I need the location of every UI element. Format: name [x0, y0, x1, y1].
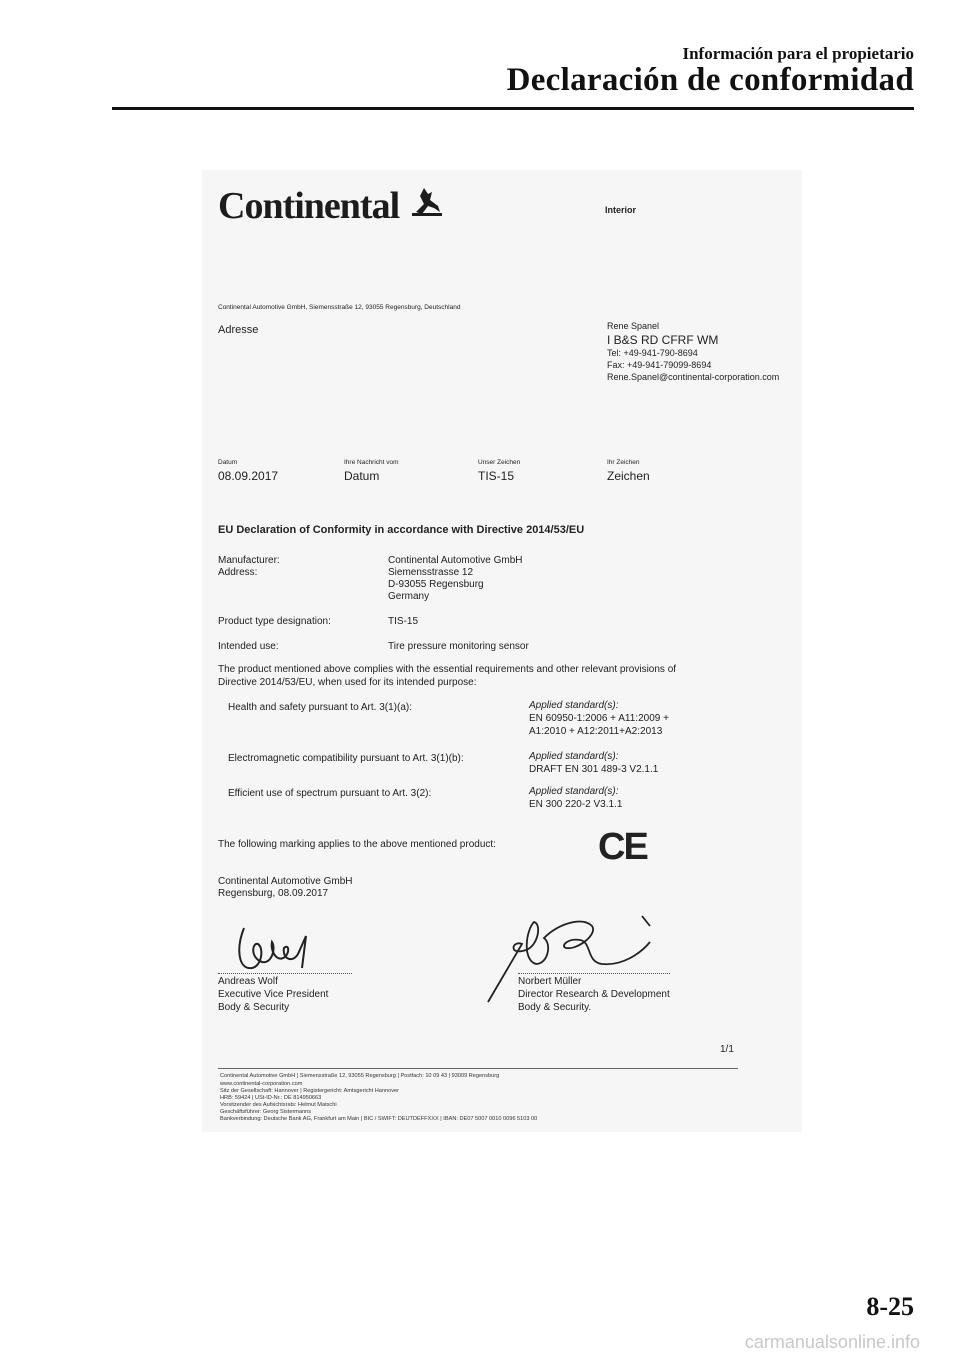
standard-topic: Efficient use of spectrum pursuant to Art. 3(2):	[228, 788, 432, 799]
ref-label: Unser Zeichen	[478, 459, 521, 466]
address-field-label: Address:	[218, 567, 258, 578]
standard-heading: Applied standard(s):	[529, 786, 619, 797]
manufacturer-line: D-93055 Regensburg	[388, 579, 484, 590]
ref-label: Ihr Zeichen	[607, 459, 640, 466]
ref-label: Ihre Nachricht vom	[344, 459, 399, 466]
section-subtitle: Información para el propietario	[682, 44, 914, 63]
footer-line: Geschäftsführer: Georg Sistermanns	[220, 1109, 312, 1115]
standard-line: A1:2010 + A12:2011+A2:2013	[529, 726, 663, 737]
standard-topic: Electromagnetic compatibility pursuant to Art. 3(1)(b):	[228, 753, 464, 764]
site-watermark: carmanualsonline.info	[744, 1332, 920, 1352]
contact-tel: Tel: +49-941-790-8694	[607, 348, 698, 358]
footer-line: www.continental-corporation.com	[220, 1081, 303, 1087]
signatory-left-line: Executive Vice President	[218, 989, 329, 1000]
standard-line: DRAFT EN 301 489-3 V2.1.1	[529, 764, 659, 775]
contact-name: Rene Spanel	[607, 321, 660, 331]
place-line: Continental Automotive GmbH	[218, 876, 353, 887]
footer-rule	[218, 1068, 738, 1069]
scanned-declaration	[202, 170, 802, 1132]
manufacturer-line: Siemensstrasse 12	[388, 567, 474, 578]
compliance-line: Directive 2014/53/EU, when used for its intended purpose:	[218, 677, 477, 688]
contact-dept: I B&S RD CFRF WM	[607, 333, 719, 347]
use-value: Tire pressure monitoring sensor	[388, 641, 529, 652]
manufacturer-line: Continental Automotive GmbH	[388, 555, 523, 566]
signature-line-left	[218, 973, 352, 974]
signature-line-right	[518, 973, 670, 974]
header-rule	[112, 107, 914, 110]
footer-line: Vorsitzender des Aufsichtsrats: Helmut Matschi	[220, 1102, 337, 1108]
product-value: TIS-15	[388, 616, 419, 627]
division-label: Interior	[605, 205, 637, 215]
page-title: Declaración de conformidad	[506, 62, 914, 98]
contact-email: Rene.Spanel@continental-corporation.com	[607, 372, 780, 382]
ref-value: 08.09.2017	[218, 469, 279, 483]
signatory-left-line: Body & Security	[218, 1002, 290, 1013]
footer-line: Continental Automotive GmbH | Siemensstraße 12, 93055 Regensburg | Postfach: 10 09 43 | 93009 Regensburg	[220, 1073, 500, 1079]
product-label: Product type designation:	[218, 616, 331, 627]
place-line: Regensburg, 08.09.2017	[218, 888, 329, 899]
standard-heading: Applied standard(s):	[529, 751, 619, 762]
standard-line: EN 300 220-2 V3.1.1	[529, 799, 623, 810]
footer-line: Bankverbindung: Deutsche Bank AG, Frankfurt am Main | BIC / SWIFT: DEUTDEFFXXX | IBAN: DE07 5007 0010 0096 5103 00	[220, 1116, 538, 1122]
standard-heading: Applied standard(s):	[529, 700, 619, 711]
signatory-right-line: Norbert Müller	[518, 976, 582, 987]
sender-line: Continental Automotive GmbH, Siemensstraße 12, 93055 Regensburg, Deutschland	[218, 304, 461, 311]
horse-logo-icon	[410, 184, 444, 218]
ref-value: TIS-15	[478, 469, 515, 483]
ref-value: Datum	[344, 469, 380, 483]
declaration-title: EU Declaration of Conformity in accordance with Directive 2014/53/EU	[218, 524, 585, 536]
ref-label: Datum	[218, 459, 238, 466]
ce-mark: CE	[598, 826, 647, 868]
manufacturer-line: Germany	[388, 591, 430, 602]
manufacturer-label: Manufacturer:	[218, 555, 280, 566]
contact-fax: Fax: +49-941-79099-8694	[607, 360, 712, 370]
footer-line: HRB: 59424 | USt-ID-Nr.: DE 814950663	[220, 1095, 322, 1101]
page-number: 8-25	[866, 1292, 914, 1321]
signatory-left-line: Andreas Wolf	[218, 976, 278, 987]
address-label: Adresse	[218, 324, 259, 336]
marking-text: The following marking applies to the above mentioned product:	[218, 839, 496, 850]
use-label: Intended use:	[218, 641, 279, 652]
signatory-right-line: Body & Security.	[518, 1002, 592, 1013]
ref-value: Zeichen	[607, 469, 650, 483]
standard-line: EN 60950-1:2006 + A11:2009 +	[529, 713, 669, 724]
footer-line: Sitz der Gesellschaft: Hannover | Registergericht: Amtsgericht Hannover	[220, 1088, 399, 1094]
signatory-right-line: Director Research & Development	[518, 989, 670, 1000]
continental-logo: Continental	[218, 185, 400, 227]
standard-topic: Health and safety pursuant to Art. 3(1)(a):	[228, 702, 412, 713]
compliance-line: The product mentioned above complies with the essential requirements and other relevant provisions of	[218, 664, 677, 675]
page-marker: 1/1	[720, 1044, 734, 1055]
